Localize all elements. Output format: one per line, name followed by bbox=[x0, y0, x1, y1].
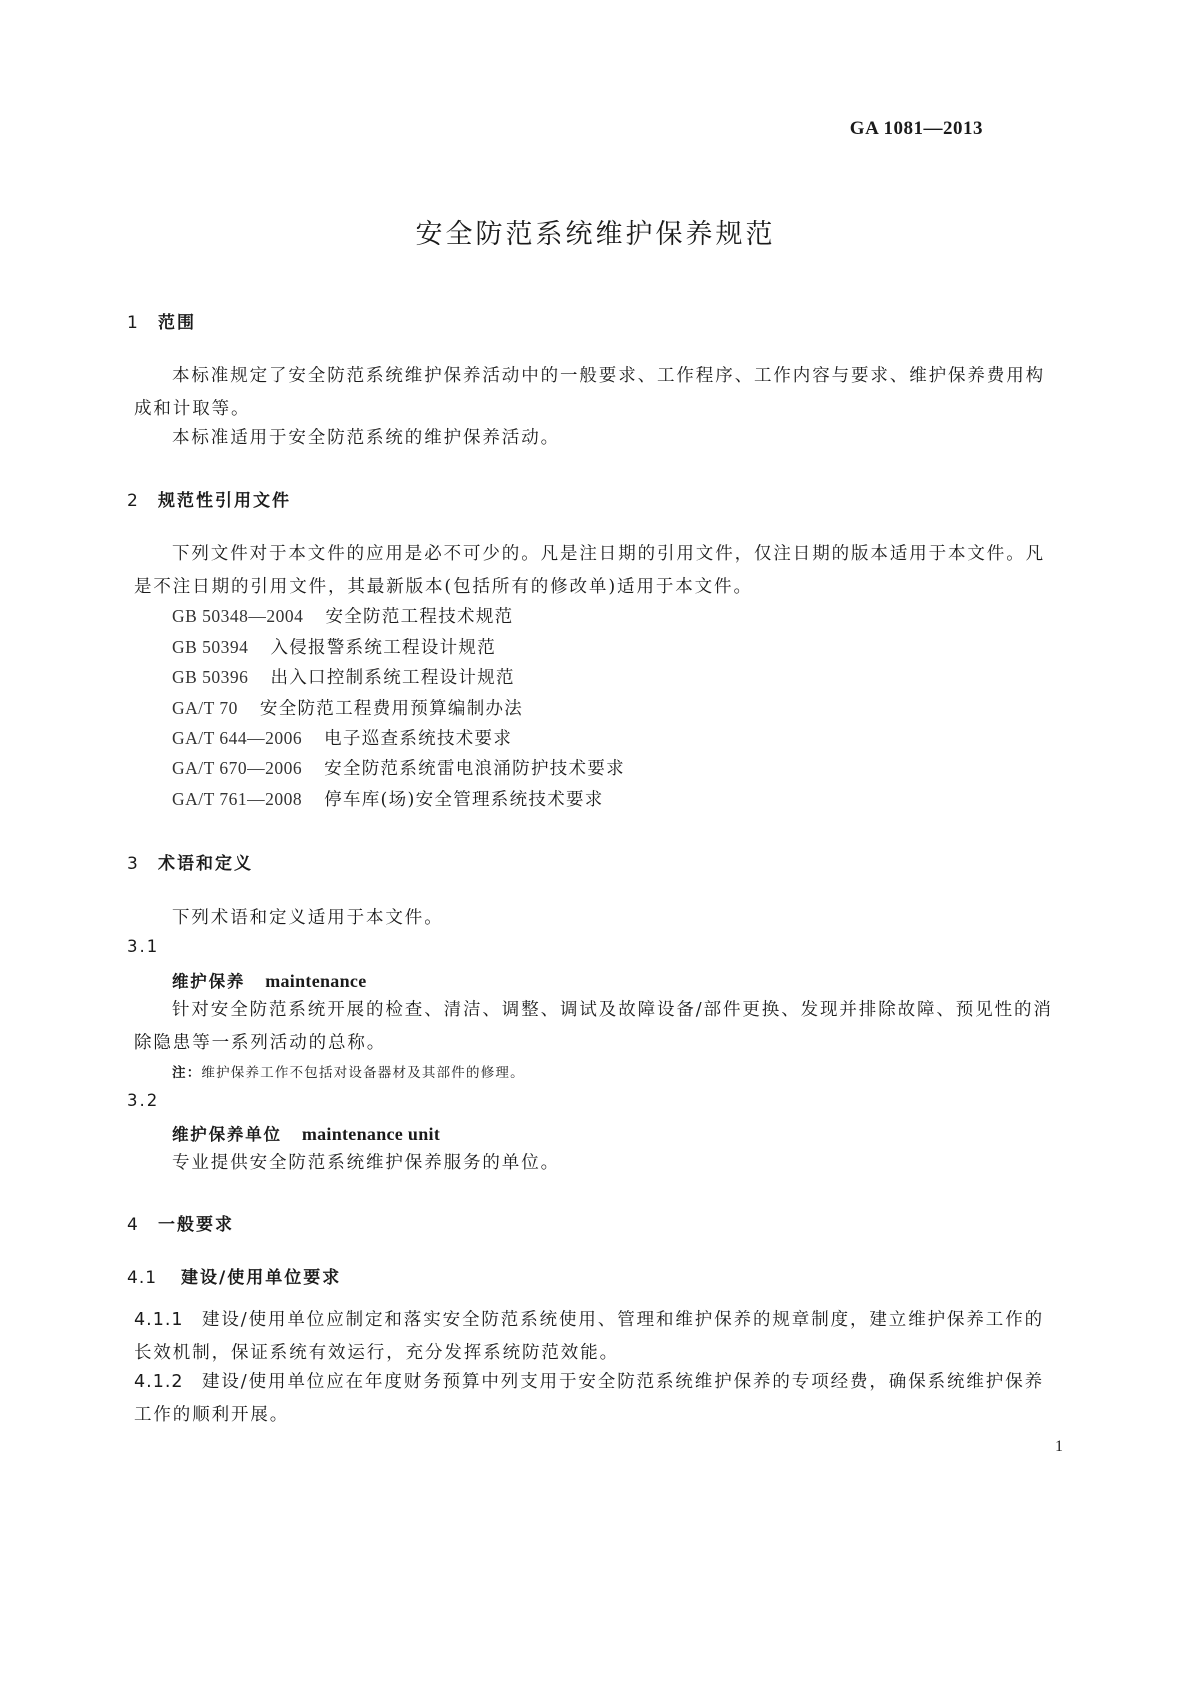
term-zh: 维护保养单位 bbox=[172, 1125, 282, 1144]
term-en: maintenance bbox=[265, 971, 367, 991]
note bbox=[172, 1061, 525, 1081]
reference-code: GA/T 761—2008 bbox=[172, 789, 303, 809]
page-number: 1 bbox=[1055, 1438, 1063, 1455]
section-number: 3 bbox=[127, 854, 138, 874]
reference-code: GB 50394 bbox=[172, 637, 249, 657]
term-zh: 维护保养 bbox=[172, 972, 246, 991]
normative-reference bbox=[172, 755, 625, 780]
standard-code: GA 1081—2013 bbox=[849, 118, 983, 139]
reference-code: GA/T 644—2006 bbox=[172, 728, 303, 748]
section-number: 1 bbox=[127, 313, 138, 333]
document-title: 安全防范系统维护保养规范 bbox=[415, 219, 776, 250]
section-2-heading bbox=[127, 486, 291, 511]
term-definition: 针对安全防范系统开展的检查、清洁、调整、调试及故障设备/部件更换、发现并排除故障、预见性的消除隐患等一系列活动的总称。 bbox=[134, 1000, 1053, 1053]
normative-reference bbox=[172, 725, 512, 750]
normative-reference bbox=[172, 634, 496, 659]
clause-number: 4.1.1 bbox=[134, 1310, 184, 1330]
reference-title: 停车库(场)安全管理系统技术要求 bbox=[324, 790, 604, 810]
section-title: 术语和定义 bbox=[158, 854, 253, 874]
clause bbox=[134, 1366, 1060, 1432]
term-entry bbox=[172, 1121, 440, 1145]
reference-title: 安全防范工程费用预算编制办法 bbox=[259, 699, 524, 719]
clause-number: 4.1.2 bbox=[134, 1372, 184, 1392]
term-number: 3.2 bbox=[127, 1091, 160, 1110]
section-number: 4 bbox=[127, 1215, 138, 1235]
note-text: 维护保养工作不包括对设备器材及其部件的修理。 bbox=[201, 1065, 525, 1081]
normative-reference bbox=[172, 603, 513, 628]
term-definition: 专业提供安全防范系统维护保养服务的单位。 bbox=[172, 1153, 560, 1173]
term-en: maintenance unit bbox=[301, 1124, 441, 1144]
subsection-title: 建设/使用单位要求 bbox=[181, 1268, 342, 1288]
normative-reference bbox=[172, 695, 523, 720]
reference-code: GB 50396 bbox=[172, 667, 249, 687]
subsection-number: 4.1 bbox=[127, 1268, 158, 1288]
normative-reference bbox=[172, 786, 604, 811]
reference-title: 出入口控制系统工程设计规范 bbox=[270, 668, 515, 688]
clause bbox=[134, 1304, 1060, 1370]
clause-text: 建设/使用单位应在年度财务预算中列支用于安全防范系统维护保养的专项经费，确保系统维护保养工作的顺利开展。 bbox=[134, 1372, 1044, 1425]
paragraph: 本标准规定了安全防范系统维护保养活动中的一般要求、工作程序、工作内容与要求、维护保养费用构成和计取等。 bbox=[134, 366, 1045, 419]
note-label: 注： bbox=[172, 1065, 202, 1081]
section-title: 一般要求 bbox=[158, 1215, 234, 1235]
paragraph: 下列术语和定义适用于本文件。 bbox=[172, 908, 444, 928]
reference-code: GA/T 70 bbox=[172, 698, 238, 718]
section-title: 范围 bbox=[158, 313, 196, 333]
section-4-heading bbox=[127, 1210, 234, 1235]
section-title: 规范性引用文件 bbox=[158, 491, 291, 511]
clause-text: 建设/使用单位应制定和落实安全防范系统使用、管理和维护保养的规章制度，建立维护保养工作的长效机制，保证系统有效运行，充分发挥系统防范效能。 bbox=[134, 1310, 1044, 1363]
reference-code: GA/T 670—2006 bbox=[172, 758, 303, 778]
term-entry bbox=[172, 968, 367, 992]
section-3-heading bbox=[127, 849, 253, 874]
reference-title: 安全防范系统雷电浪涌防护技术要求 bbox=[324, 759, 625, 779]
section-1-heading bbox=[127, 308, 196, 333]
term-number: 3.1 bbox=[127, 937, 160, 956]
paragraph: 本标准适用于安全防范系统的维护保养活动。 bbox=[172, 428, 560, 448]
reference-title: 入侵报警系统工程设计规范 bbox=[270, 638, 497, 658]
section-number: 2 bbox=[127, 491, 138, 511]
normative-reference bbox=[172, 664, 515, 689]
reference-title: 电子巡查系统技术要求 bbox=[324, 729, 513, 749]
reference-title: 安全防范工程技术规范 bbox=[325, 607, 514, 627]
reference-code: GB 50348—2004 bbox=[172, 606, 304, 626]
subsection-heading bbox=[127, 1263, 341, 1288]
paragraph: 下列文件对于本文件的应用是必不可少的。凡是注日期的引用文件，仅注日期的版本适用于本文件。凡是不注日期的引用文件，其最新版本(包括所有的修改单)适用于本文件。 bbox=[134, 544, 1045, 597]
